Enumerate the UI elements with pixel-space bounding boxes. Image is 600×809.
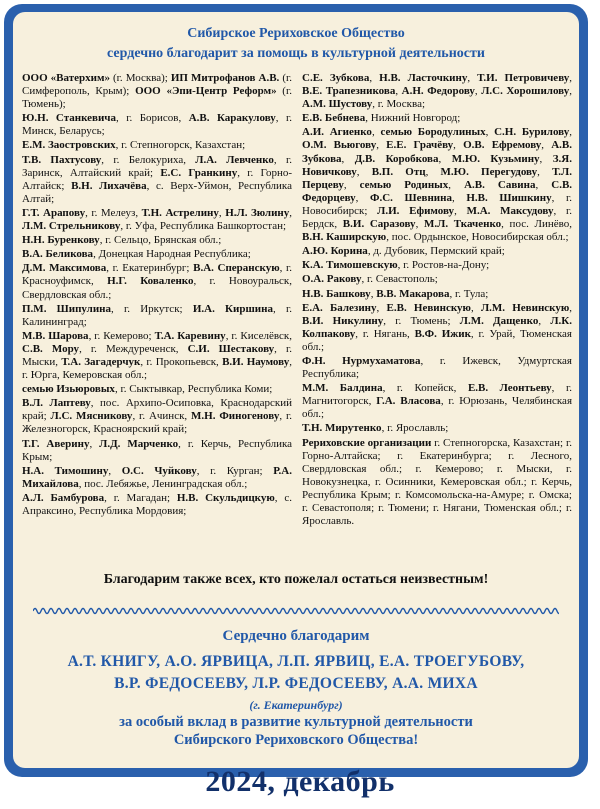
donor-name: Н.В. Башкову xyxy=(302,287,371,300)
donor-location: , xyxy=(415,218,424,231)
donor-name: В.И. Никулину xyxy=(302,314,384,327)
donor-name: Е.Е. Грачёву xyxy=(386,139,454,152)
donor-name: ИП Митрофанов А.В. xyxy=(170,72,280,84)
donor-name: семью Родиных xyxy=(359,178,449,191)
donor-location: , г. Красноуфимск, xyxy=(22,262,293,288)
donor-name: А.Н. Федорову xyxy=(401,85,475,98)
donor-location: , xyxy=(376,301,387,314)
donor-name: О.В. Ефремову xyxy=(463,139,542,152)
donor-name: семью Изьюровых xyxy=(22,383,115,396)
donor-name: Л.С. Хорошилову xyxy=(481,85,570,98)
donor-location: , г. Ачинск, xyxy=(132,410,192,423)
donor-location: , Нижний Новгород; xyxy=(365,112,461,125)
thanks-entry xyxy=(302,259,572,272)
donor-location: , xyxy=(371,126,381,139)
thanks-entry xyxy=(22,154,292,206)
donor-location: , г. Магадан; xyxy=(104,491,177,504)
donor-location: , г. Севастополь; xyxy=(361,273,438,286)
donor-name: Т.А. Загадерчук xyxy=(61,355,141,368)
donor-name: Ф.Н. Нурмухаматова xyxy=(302,354,421,367)
donor-name: Д.М. Максимова xyxy=(22,262,107,275)
donor-location: , г. Копейск, xyxy=(382,382,468,395)
donor-name: Рериховские организации xyxy=(302,436,432,449)
donor-location: , xyxy=(370,287,377,300)
donor-name: З.Я. Новичкову xyxy=(302,152,572,178)
donor-name: В.И. Наумову xyxy=(222,355,290,368)
thanks-entry xyxy=(302,126,572,244)
donor-name: А.Ю. Корина xyxy=(302,245,368,258)
donor-location: , xyxy=(343,178,360,191)
donor-location: , г. Иркутск; xyxy=(111,302,193,315)
donor-name: В.А. Беликова xyxy=(22,248,94,261)
donor-name: М.А. Максудову xyxy=(466,204,554,217)
donor-location: , г. Юрюзань, Челябинская обл.; xyxy=(302,395,572,421)
donor-name: Л.М. Невинскую xyxy=(480,301,570,314)
donor-name: В.П. Отц xyxy=(371,165,426,178)
thanks-entry xyxy=(22,207,292,233)
thanks-entry xyxy=(302,112,572,125)
right-column xyxy=(302,72,572,529)
donor-location: , xyxy=(569,126,573,139)
donor-name: Л.С. Мясникову xyxy=(50,410,133,423)
donor-location: , д. Дубовик, Пермский край; xyxy=(367,245,505,258)
donor-name: П.М. Шипулина xyxy=(22,302,111,315)
donor-name: Н.Н. Буренкову xyxy=(22,234,100,247)
donor-location: , xyxy=(454,204,467,217)
donor-location: , г. Борисов, xyxy=(116,112,189,125)
donor-name: В.Е. Трапезникова xyxy=(302,85,396,98)
donor-name: Е.М. Заостровских xyxy=(22,139,116,152)
donor-name: Л.К. Колпакову xyxy=(302,314,572,340)
donor-name: Р.А. Михайлова xyxy=(22,464,292,490)
thanks-entry xyxy=(22,234,292,247)
donor-name: А.В. Зубкова xyxy=(302,139,573,165)
donor-location: г. Степногорска, Казахстан; г. Горно-Алтайска; г. Екатеринбурга; г. Лесного, Свердловская обл.; г. Кемерово; г. Мыски, г. Новокузнецка, г. Осинники, Кемеровская обл.; г. Керчь, Республика Крым; г. Комсомольска-на-Амуре; г. Омска; г. Севастополя; г. Тюмени; г. Нягани, Тюменская обл.; г. Ярославль. xyxy=(302,436,572,528)
donor-location: , пос. Лебяжье, Ленинградская обл.; xyxy=(78,477,248,490)
donor-location: , г. Кемерово; xyxy=(88,329,155,342)
donor-name: Е.А. Балезину xyxy=(302,301,377,314)
donor-location: , пос. Архипо-Осиповка, Краснодарский край; xyxy=(22,397,292,423)
donor-name: И.А. Киршина xyxy=(192,302,273,315)
donor-name: М.М. Балдина xyxy=(302,382,383,395)
thanks-entry xyxy=(22,438,292,464)
donor-location: , с. Апраксино, Республика Мордовия; xyxy=(22,491,292,517)
donor-location: , xyxy=(569,72,573,84)
donor-location: , г. Новосибирск; xyxy=(302,191,572,217)
donor-location: , xyxy=(451,191,467,204)
donor-location: , xyxy=(376,139,387,152)
donor-location: , xyxy=(537,165,553,178)
donor-name: Т.И. Петровичеву xyxy=(477,72,570,84)
thanks-names-2: В.Р. ФЕДОСЕЕВУ, Л.Р. ФЕДОСЕЕВУ, А.А. МИХА xyxy=(114,675,478,692)
donor-location: , xyxy=(218,206,226,219)
donor-location: , г. Курган; xyxy=(196,464,274,477)
donor-location: , г. Урай, Тюменская обл.; xyxy=(302,327,572,353)
donor-name: Г.Т. Арапову xyxy=(22,206,86,219)
donor-location: , г. Магнитогорск, xyxy=(302,382,572,408)
donor-name: О.А. Ракову xyxy=(302,273,362,286)
donor-location: , г. Степногорск, Казахстан; xyxy=(115,139,246,152)
donor-name: В.А. Сперанскую xyxy=(193,262,280,275)
donor-name: О.М. Вьюгову xyxy=(302,139,377,152)
donor-name: Г.А. Власова xyxy=(376,395,441,408)
thanks-city: (г. Екатеринбург) xyxy=(249,698,343,712)
donor-name: Д.В. Коробкова xyxy=(354,152,439,165)
donor-name: О.С. Чуйкову xyxy=(121,464,197,477)
donor-name: Л.М. Стрельникову xyxy=(22,220,121,233)
donor-name: Л.И. Ефимову xyxy=(377,204,455,217)
thanks-entry xyxy=(22,383,292,396)
donor-name: В.Н. Каширскую xyxy=(302,231,387,244)
donor-location: , пос. Линёво, xyxy=(501,218,572,231)
thanks-entry xyxy=(302,288,572,301)
donor-name: Т.Н. Мирутенко xyxy=(302,422,382,435)
donor-location: , xyxy=(355,191,371,204)
donor-location: , xyxy=(541,139,552,152)
left-column xyxy=(22,72,292,529)
thanks-reason: за особый вклад в развитие культурной деятельности xyxy=(119,714,473,730)
donor-location: , xyxy=(89,437,100,450)
thanks-entry xyxy=(302,422,572,435)
donor-location: , г. Ростов-на-Дону; xyxy=(397,259,490,272)
donor-location: (г. Тюмень); xyxy=(22,85,292,111)
donor-location: , xyxy=(108,464,122,477)
thanks-heading: Сердечно благодарим xyxy=(222,628,370,644)
donor-location: , г. Тула; xyxy=(449,287,489,300)
header-subtitle: сердечно благодарит за помощь в культурной деятельности xyxy=(107,46,485,61)
donor-location: , г. Новоуральск, Свердловская обл.; xyxy=(22,275,292,301)
donor-location: , г. Железногорск, Красноярский край; xyxy=(22,410,292,436)
wave-divider xyxy=(33,606,559,616)
donor-name: Л.Д. Марченко xyxy=(99,437,179,450)
donor-name: С.И. Шестакову xyxy=(187,342,275,355)
donor-location: , г. Ярославль; xyxy=(381,422,449,435)
donor-name: Н.В. Скульдицкую xyxy=(176,491,275,504)
donor-name: Е.В. Невинскую xyxy=(386,301,471,314)
donor-name: М.В. Шарова xyxy=(22,329,89,342)
header-title: Сибирское Рериховское Общество xyxy=(187,26,405,41)
donor-name: семью Бородулиных xyxy=(380,126,486,139)
donor-location: , xyxy=(539,152,553,165)
donor-location: , г. Тюмень; xyxy=(383,314,460,327)
donor-name: А.В. Савина xyxy=(464,178,536,191)
donor-name: ООО «Эпи-Центр Реформ» xyxy=(135,85,277,98)
thanks-entry xyxy=(22,262,292,301)
donor-location: , г. Керчь, Республика Крым; xyxy=(22,437,293,463)
donor-location: , г. Заринск, Алтайский край; xyxy=(22,153,292,179)
donor-name: В.Н. Лихачёва xyxy=(71,179,147,192)
donor-name: Л.А. Левченко xyxy=(195,153,274,166)
donor-name: В.Л. Лаптеву xyxy=(22,397,91,410)
donor-name: Е.В. Бебнева xyxy=(302,112,366,125)
donor-location: , г. Междуреченск, xyxy=(79,342,188,355)
donor-name: А.В. Каракулову xyxy=(188,112,276,125)
donor-location: , г. Юрга, Кемеровская обл.; xyxy=(22,355,292,382)
thanks-entry xyxy=(302,302,572,354)
donor-location: , г. Белокуриха, xyxy=(101,153,196,166)
donor-name: С.Е. Зубкова xyxy=(302,72,370,84)
donor-location: , г. Горно-Алтайск; xyxy=(22,166,292,192)
thanks-names-1: А.Т. КНИГУ, А.О. ЯРВИЦА, Л.П. ЯРВИЦ, Е.А. ТРОЕГУБОВУ, xyxy=(67,653,525,670)
donor-name: А.Л. Бамбурова xyxy=(22,491,105,504)
donor-location: , xyxy=(569,85,572,98)
thanks-entry xyxy=(302,437,572,529)
thanks-entry xyxy=(22,303,292,329)
thanks-entry xyxy=(302,355,572,381)
donor-name: Ю.Н. Станкевича xyxy=(22,112,117,125)
donor-location: , г. Нягань, xyxy=(355,327,415,340)
donor-name: В.И. Саразову xyxy=(342,218,416,231)
donor-name: Л.М. Дащенко xyxy=(459,314,539,327)
donor-name: М.Ю. Перегудову xyxy=(440,165,538,178)
donor-location: , г. Сыктывкар, Республика Коми; xyxy=(114,383,273,396)
donor-name: Н.В. Ласточкину xyxy=(379,72,468,84)
donor-location: , xyxy=(448,178,465,191)
donor-location: , г. Минск, Беларусь; xyxy=(22,112,292,138)
donor-location: , xyxy=(538,314,551,327)
donor-name: С.Н. Бурилову xyxy=(494,126,570,139)
donor-name: А.М. Шустову xyxy=(302,98,373,111)
donor-name: Т.Н. Астрелину xyxy=(141,206,219,219)
donor-location: , xyxy=(395,85,402,98)
thanks-entry xyxy=(22,330,292,382)
donor-location: , xyxy=(470,301,481,314)
donor-location: , xyxy=(425,165,441,178)
donor-location: , xyxy=(341,152,355,165)
donor-location: , г. Мыски, xyxy=(22,342,293,368)
thanks-entry xyxy=(22,112,292,138)
thanks-columns xyxy=(22,72,572,529)
donor-location: , г. Ижевск, Удмуртская Республика; xyxy=(302,354,572,381)
donor-name: Ф.С. Шевнина xyxy=(370,191,452,204)
donor-location: , г. Мелеуз, xyxy=(85,206,142,219)
donor-location: , xyxy=(474,85,482,98)
donor-location: , г. Москва; xyxy=(372,98,426,111)
donor-name: Н.Л. Зюлину xyxy=(225,206,290,219)
donor-location: , г. Сельцо, Брянская обл.; xyxy=(99,234,222,247)
donor-location: , xyxy=(485,126,495,139)
donor-name: М.Ю. Кузьмину xyxy=(451,152,540,165)
donor-location: , с. Верх-Уймон, Республика Алтай; xyxy=(22,179,292,205)
thanks-entry xyxy=(22,139,292,152)
donor-name: Н.А. Тимошину xyxy=(22,464,109,477)
donor-location: , xyxy=(289,206,293,219)
donor-location: , Донецкая Народная Республика; xyxy=(93,248,251,261)
donor-name: В.В. Макарова xyxy=(376,287,450,300)
donor-name: К.А. Тимошевскую xyxy=(302,259,398,272)
content-panel xyxy=(13,12,579,768)
donor-location: , xyxy=(356,165,372,178)
thanks-entry xyxy=(22,248,292,261)
donor-name: Е.В. Леонтьеву xyxy=(467,382,552,395)
donor-location: , пос. Ордынское, Новосибирская обл.; xyxy=(386,231,569,244)
donor-name: Т.Л. Перцеву xyxy=(302,165,572,191)
donor-name: А.И. Агиенко xyxy=(302,126,372,139)
donor-name: ООО «Ватерхим» xyxy=(22,72,110,84)
thanks-entry xyxy=(302,382,572,421)
donor-location: , xyxy=(369,72,380,84)
donor-location: , г. Прокопьевск, xyxy=(140,355,223,368)
thanks-entry xyxy=(302,273,572,286)
donor-location: , г. Уфа, Республика Башкортостан; xyxy=(120,220,287,233)
donor-location: , г. Екатеринбург; xyxy=(106,262,194,275)
thanks-entry xyxy=(22,397,292,436)
donor-location: , г. Калининград; xyxy=(22,302,292,328)
donor-location: , г. Киселёвск, xyxy=(225,329,293,342)
donor-location: , xyxy=(453,139,464,152)
thanks-entry xyxy=(302,72,572,111)
donor-location: , xyxy=(535,178,552,191)
donor-name: Е.С. Гранкину xyxy=(160,166,238,179)
donor-name: М.Н. Финогенову xyxy=(191,410,280,423)
thanks-entry xyxy=(22,72,292,111)
issue-date: 2024, декабрь xyxy=(205,765,395,798)
donor-location: , xyxy=(467,72,478,84)
donor-location: , xyxy=(569,301,573,314)
donor-location: (г. Москва); xyxy=(109,72,171,84)
donor-name: В.Ф. Ижик xyxy=(414,327,471,340)
donor-location: , г. Бердск, xyxy=(302,204,573,231)
donor-name: Т.А. Каревину xyxy=(154,329,226,342)
donor-location: , xyxy=(438,152,452,165)
thanks-entry xyxy=(302,245,572,258)
donor-name: Т.В. Пахтусову xyxy=(22,153,102,166)
donor-name: С.В. Мору xyxy=(22,342,80,355)
donor-name: Н.Г. Коваленко xyxy=(107,275,194,288)
anonymous-thanks: Благодарим также всех, кто пожелал остаться неизвестным! xyxy=(103,572,489,587)
donor-name: Т.Г. Аверину xyxy=(22,437,90,450)
donor-name: С.В. Федорцеву xyxy=(302,178,573,204)
donor-location: (г. Симферополь, Крым); xyxy=(22,72,292,98)
thanks-entry xyxy=(22,465,292,491)
donor-name: Н.В. Шишкину xyxy=(466,191,552,204)
thanks-entry xyxy=(22,492,292,518)
donor-name: М.Л. Ткаченко xyxy=(423,218,502,231)
thanks-organization: Сибирского Рериховского Общества! xyxy=(173,732,419,748)
